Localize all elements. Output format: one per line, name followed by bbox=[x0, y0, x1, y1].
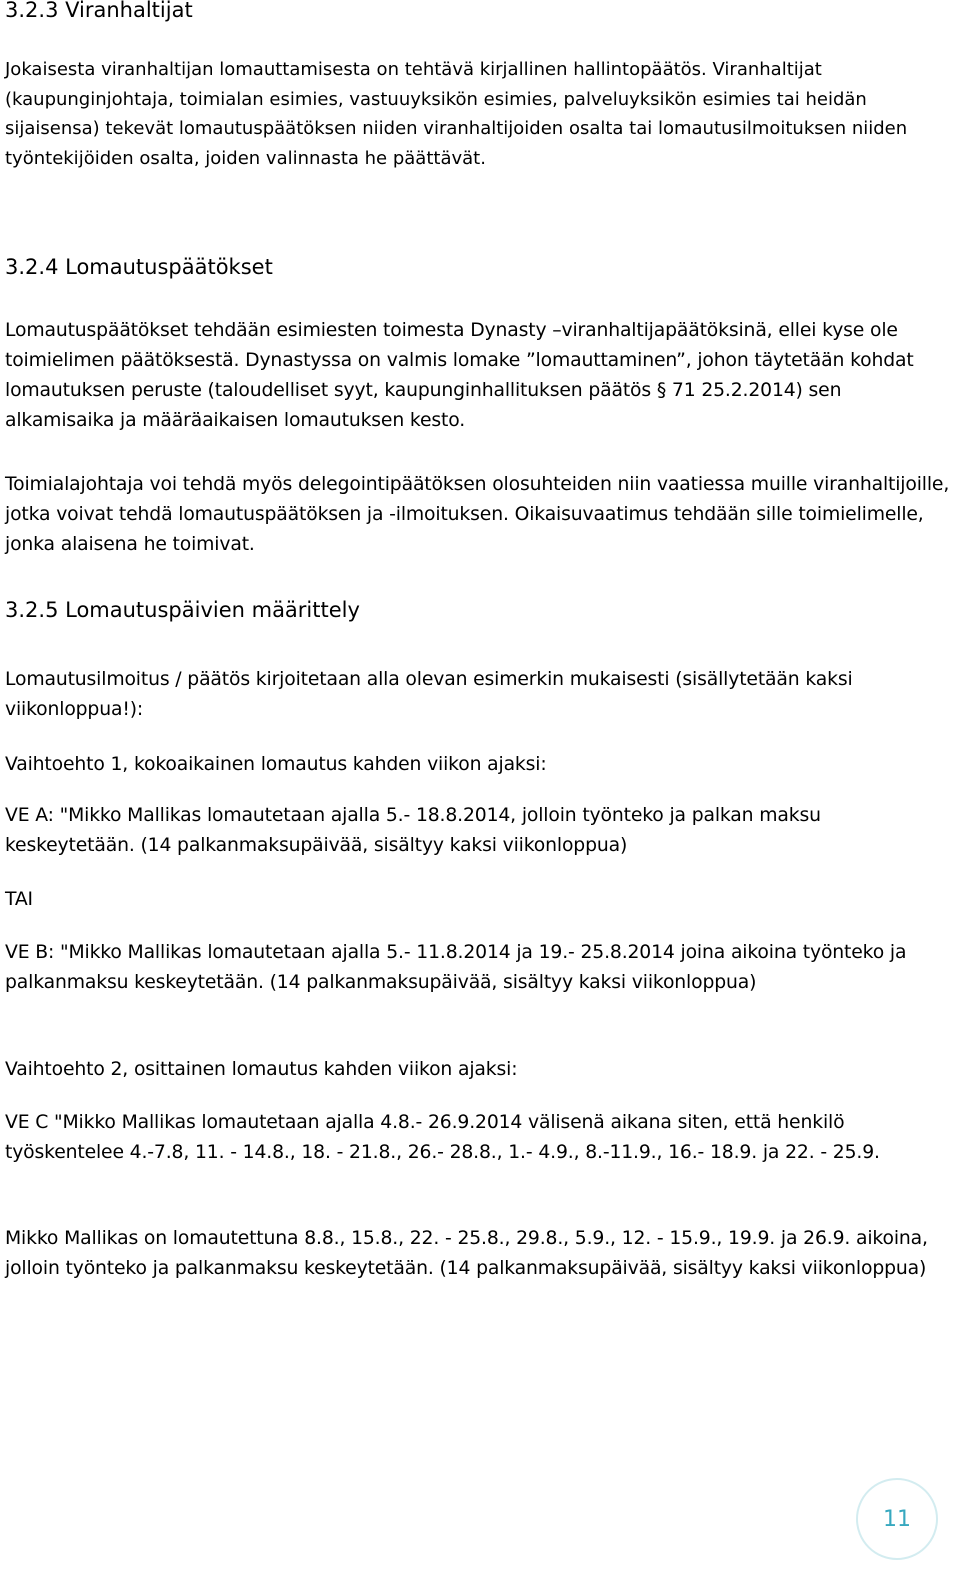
paragraph-lomautuspaatokset-2: Toimialajohtaja voi tehdä myös delegointipäätöksen olosuhteiden niin vaatiessa muille viranhaltijoille, jotka voivat tehdä lomautuspäätöksen ja -ilmoituksen. Oikaisuvaatimus tehdään sille toimielimelle, jonka alaisena he toimivat. bbox=[5, 474, 950, 555]
paragraph-viranhaltijat: Jokaisesta viranhaltijan lomauttamisesta on tehtävä kirjallinen hallintopäätös. Viranhaltijat (kaupunginjohtaja, toimialan esimies, vastuuyksikön esimies, palveluyksikön esimies tai heidän sijaisensa) tekevät lomautuspäätöksen niiden viranhaltijoiden osalta tai lomautusilmoituksen niiden työntekijöiden osalta, joiden valinnasta he päättävät. bbox=[5, 59, 908, 169]
page-number-badge bbox=[856, 1478, 938, 1560]
section-heading-3-2-4: 3.2.4 Lomautuspäätökset bbox=[5, 255, 273, 279]
paragraph-intro: Lomautusilmoitus / päätös kirjoitetaan alla olevan esimerkin mukaisesti (sisällytetään kaksi viikonloppua!): bbox=[5, 669, 853, 720]
paragraph-or: TAI bbox=[5, 889, 33, 910]
paragraph-option-2: Vaihtoehto 2, osittainen lomautus kahden viikon ajaksi: bbox=[5, 1059, 518, 1080]
section-heading-3-2-5: 3.2.5 Lomautuspäivien määrittely bbox=[5, 598, 360, 622]
paragraph-lomautuspaatokset-1: Lomautuspäätökset tehdään esimiesten toimesta Dynasty –viranhaltijapäätöksinä, ellei kyse ole toimielimen päätöksestä. Dynastyssa on valmis lomake ”lomauttaminen”, johon täytetään kohdat lomautuksen peruste (taloudelliset syyt, kaupunginhallituksen päätös § 71 25.2.2014) sen alkamisaika ja määräaikaisen lomautuksen kesto. bbox=[5, 320, 914, 431]
paragraph-ve-c-days: Mikko Mallikas on lomautettuna 8.8., 15.8., 22. - 25.8., 29.8., 5.9., 12. - 15.9., 19.9. ja 26.9. aikoina, jolloin työnteko ja palkanmaksu keskeytetään. (14 palkanmaksupäivää, sisältyy kaksi viikonloppua) bbox=[5, 1228, 928, 1279]
page-number: 11 bbox=[883, 1506, 911, 1532]
paragraph-ve-c: VE C "Mikko Mallikas lomautetaan ajalla 4.8.- 26.9.2014 välisenä aikana siten, että henkilö työskentelee 4.-7.8, 11. - 14.8., 18. - 21.8., 26.- 28.8., 1.- 4.9., 8.-11.9., 16.- 18.9. ja 22. - 25.9. bbox=[5, 1112, 880, 1163]
paragraph-ve-b: VE B: "Mikko Mallikas lomautetaan ajalla 5.- 11.8.2014 ja 19.- 25.8.2014 joina aikoina työnteko ja palkanmaksu keskeytetään. (14 palkanmaksupäivää, sisältyy kaksi viikonloppua) bbox=[5, 942, 907, 993]
paragraph-ve-a: VE A: "Mikko Mallikas lomautetaan ajalla 5.- 18.8.2014, jolloin työnteko ja palkan maksu keskeytetään. (14 palkanmaksupäivää, sisältyy kaksi viikonloppua) bbox=[5, 805, 821, 856]
paragraph-option-1: Vaihtoehto 1, kokoaikainen lomautus kahden viikon ajaksi: bbox=[5, 754, 547, 775]
section-heading-3-2-3: 3.2.3 Viranhaltijat bbox=[5, 0, 193, 22]
